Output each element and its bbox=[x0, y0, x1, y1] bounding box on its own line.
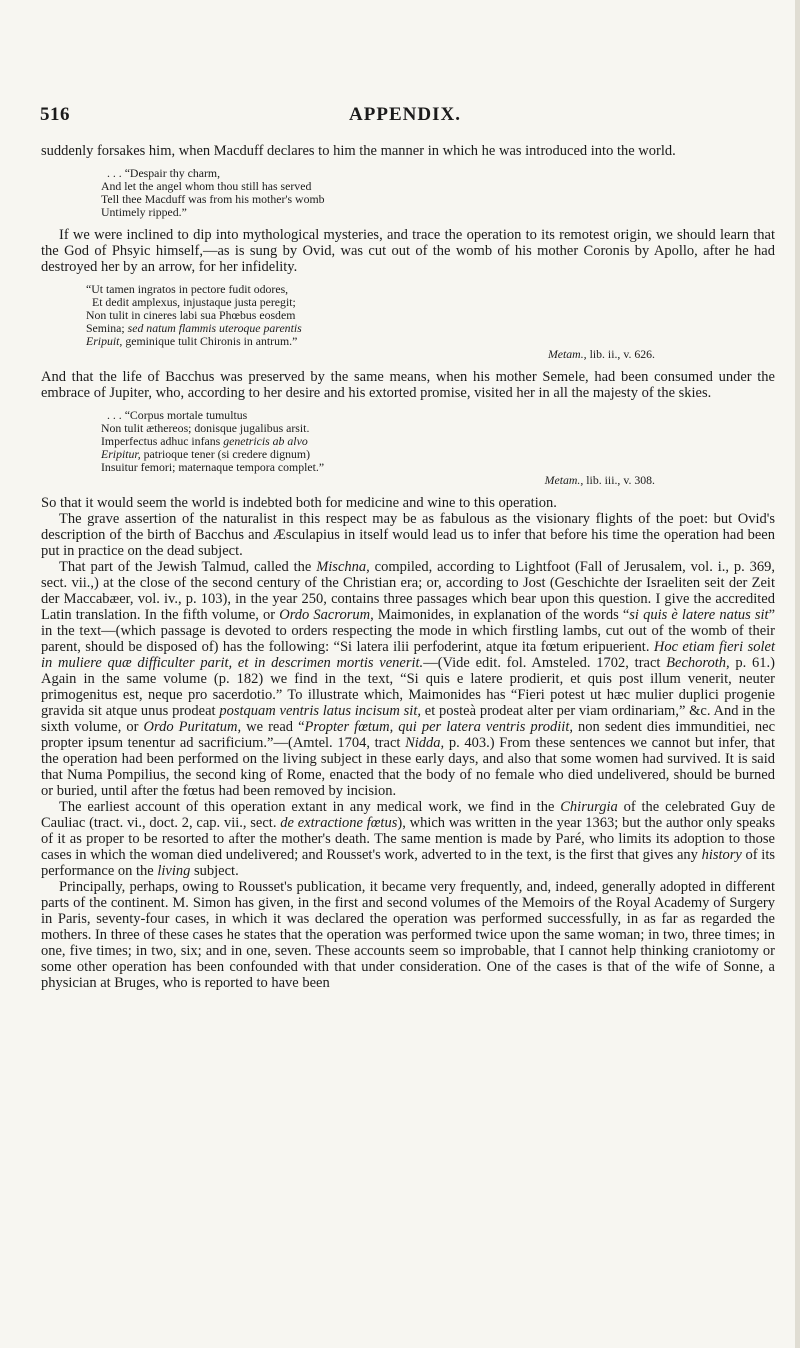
page-body bbox=[41, 143, 775, 991]
verse-line bbox=[86, 335, 775, 348]
running-title: APPENDIX. bbox=[349, 104, 461, 125]
text-run-italic: history bbox=[701, 847, 742, 863]
text-run: p. 61.) Again in the same volume (p. 182) we find in the text, “Si quis e latere prodierit, et quis post illum venerit, neuter primogenitus est, neque pro sacerdotio.” To illustrate which, Maimonides has “Fieri potest ut hæc mulier duplici progenie gravida sit atque unus prodeat bbox=[41, 655, 775, 719]
verse-ovid-coronis bbox=[86, 283, 775, 361]
verse-fragment: Imperfectus adhuc infans bbox=[101, 434, 221, 448]
text-run: p. 403.) From these sentences we cannot but infer, that the operation had been performed on the living subject in these early days, and also that some women had survived. It is said that Numa Pompilius, the second king of Rome, enacted that the body of no female who died undelivered, should be burned or buried, until after the fœtus had been removed by incision. bbox=[41, 735, 775, 799]
citation-metam-iii bbox=[101, 474, 775, 487]
text-run-italic: si quis è latere natus sit bbox=[629, 607, 769, 623]
paragraph-rousset-publication: Principally, perhaps, owing to Rousset's publication, it became very frequently, and, indeed, generally adopted in different parts of the continent. M. Simon has given, in the first and second volumes of the Memoirs of the Royal Academy of Surgery in Paris, seventy-four cases, in which it was declared the operation was performed successfully, in as far as regarded the mothers. In three of these cases he states that the operation was performed twice upon the same woman; in two, three times; in one, five times; in two, six; and in one, seven. These accounts seem so improbable, that I cannot help thinking craniotomy or some other operation has been confounded with that under consideration. One of the cases is that of the wife of Sonne, a physician at Bruges, who is reported to have been bbox=[41, 879, 775, 991]
text-run-italic: living bbox=[157, 863, 191, 879]
text-run: ” in the text—(which passage is devoted to orders respecting the mode in which firstling lambs, cut out of the womb of their parent, should be disposed of) has the following: “Si latera ilii perfoderint, atque ita fœtum eripuerient. bbox=[41, 607, 776, 655]
citation-work: Metam., bbox=[547, 347, 587, 361]
text-run: of the celebrated Guy de Cauliac (tract. vi., doct. 2, cap. vii., sect. bbox=[41, 799, 775, 831]
text-run: we read “ bbox=[241, 719, 305, 735]
text-run: subject. bbox=[190, 863, 239, 879]
paragraph-earliest-account bbox=[41, 799, 775, 879]
page-edge bbox=[795, 0, 800, 1348]
text-run-italic: Ordo Puritatum, bbox=[143, 719, 242, 735]
verse-line: . . . “Corpus mortale tumultus bbox=[107, 408, 248, 422]
text-run: compiled, according to Lightfoot (Fall of Jerusalem, vol. i., p. 369, sect. vii.,) at the close of the second century of the Christian era; or, according to Jost (Geschichte der Israeliten seit der Zeit der Maccabæer, vol. iv., p. 103), in the year 250, contains three passages which bear upon this question. I give the accredited Latin translation. In the fifth volume, or bbox=[41, 559, 775, 623]
text-run: non sedent dies immunditiei, nec propter ipsum tenentur ad sacrificium.”—(Amtel. 1704, tract bbox=[41, 719, 776, 751]
text-run: et posteà prodeat alter per viam ordinariam,” &c. And in the sixth volume, or bbox=[41, 703, 775, 735]
verse-line: Non tulit in cineres labi sua Phœbus eosdem bbox=[86, 308, 296, 322]
verse-fragment-italic: Eripitur, bbox=[101, 447, 141, 461]
text-run-italic: Hoc etiam fieri solet in muliere quæ difficulter parit, et in descrimen mortis venerit. bbox=[41, 639, 775, 671]
verse-line: Insuitur femori; maternaque tempora complet.” bbox=[101, 460, 325, 474]
verse-fragment: geminique tulit Chironis in antrum.” bbox=[125, 334, 298, 348]
text-run-italic: postquam ventris latus incisum sit, bbox=[219, 703, 421, 719]
running-header bbox=[40, 104, 770, 130]
text-run: —(Vide edit. fol. Amsteled. 1702, tract bbox=[423, 655, 667, 671]
verse-line: . . . “Despair thy charm, bbox=[107, 166, 221, 180]
text-run: of its performance on the bbox=[41, 847, 776, 879]
citation-work: Metam., bbox=[544, 473, 584, 487]
text-run-italic: de extractione fœtus bbox=[280, 815, 398, 831]
citation-ref: lib. ii., v. 626. bbox=[589, 347, 655, 361]
verse-line: Tell thee Macduff was from his mother's womb bbox=[101, 192, 325, 206]
verse-macbeth-quote bbox=[101, 167, 775, 219]
paragraph-grave-assertion: The grave assertion of the naturalist in this respect may be as fabulous as the visionary flights of the poet: but Ovid's description of the birth of Bacchus and Æsculapius in itself would lead us to infer that before his time the operation had been put in practice on the dead subject. bbox=[41, 511, 775, 559]
verse-fragment: patrioque tener (si credere dignum) bbox=[143, 447, 311, 461]
verse-fragment: Semina; bbox=[86, 321, 125, 335]
text-run: The earliest account of this operation extant in any medical work, we find in the bbox=[59, 799, 561, 815]
text-run: ), which was written in the year 1363; but the author only speaks of it as proper to be resorted to after the mother's death. The same mention is made by Paré, who limits its adoption to those cases in which the woman died undelivered; and Rousset's work, adverted to in the text, is the first that gives any bbox=[41, 815, 775, 863]
page-number: 516 bbox=[40, 104, 70, 125]
verse-fragment-italic: Eripuit, bbox=[86, 334, 123, 348]
verse-line: “Ut tamen ingratos in pectore fudit odores, bbox=[86, 282, 289, 296]
verse-line: Non tulit æthereos; donisque jugalibus arsit. bbox=[101, 421, 310, 435]
text-run-italic: Ordo Sacrorum, bbox=[279, 607, 374, 623]
text-run: That part of the Jewish Talmud, called the bbox=[59, 559, 317, 575]
paragraph-indebted: So that it would seem the world is indebted both for medicine and wine to this operation. bbox=[41, 495, 557, 511]
text-run-italic: Bechoroth, bbox=[666, 655, 730, 671]
verse-fragment-italic: sed natum flammis uteroque parentis bbox=[127, 321, 302, 335]
text-run-italic: Propter fœtum, qui per latera ventris prodiit, bbox=[304, 719, 573, 735]
verse-line: Et dedit amplexus, injustaque justa peregit; bbox=[92, 295, 296, 309]
paragraph-bacchus: And that the life of Bacchus was preserved by the same means, when his mother Semele, had been consumed under the embrace of Jupiter, who, according to her desire and his extorted promise, visited her in all the majesty of the skies. bbox=[41, 369, 775, 401]
verse-ovid-semele bbox=[101, 409, 775, 487]
text-run: Maimonides, in explanation of the words “ bbox=[373, 607, 630, 623]
paragraph-talmud bbox=[41, 559, 775, 799]
text-run-italic: Nidda, bbox=[405, 735, 445, 751]
paragraph-macduff-intro: suddenly forsakes him, when Macduff declares to him the manner in which he was introduced into the world. bbox=[41, 143, 676, 159]
paragraph-coronis: If we were inclined to dip into mythological mysteries, and trace the operation to its remotest origin, we should learn that the God of Phsyic himself,—as is sung by Ovid, was cut out of the womb of his mother Coronis by Apollo, after he had destroyed her by an arrow, for her infidelity. bbox=[41, 227, 775, 275]
text-run-italic: Chirurgia bbox=[560, 799, 618, 815]
citation-metam-ii bbox=[86, 348, 775, 361]
text-run-italic: Mischna, bbox=[316, 559, 370, 575]
citation-ref: lib. iii., v. 308. bbox=[586, 473, 655, 487]
verse-fragment-italic: genetricis ab alvo bbox=[223, 434, 308, 448]
verse-line: And let the angel whom thou still has served bbox=[101, 179, 312, 193]
verse-line: Untimely ripped.” bbox=[101, 205, 187, 219]
